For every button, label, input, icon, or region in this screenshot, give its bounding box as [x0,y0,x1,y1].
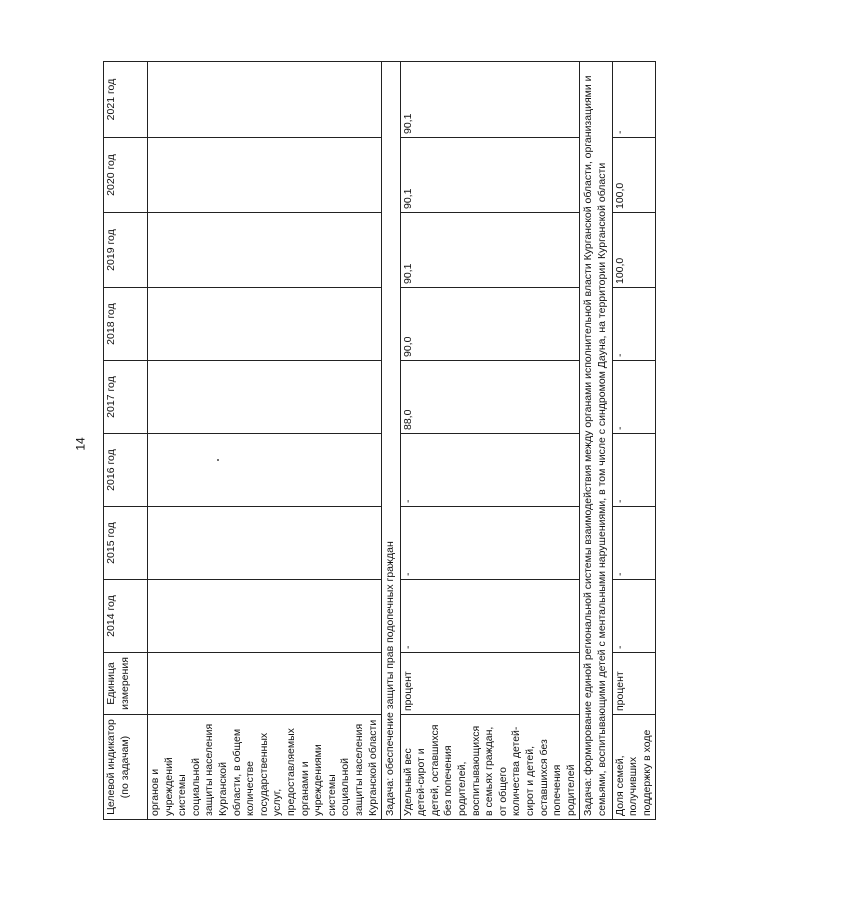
value-cell: 90,1 [400,62,580,138]
unit-cell [148,653,382,715]
col-header-2017: 2017 год [104,361,148,434]
table-row [612,62,656,820]
value-cell: 100,0 [612,213,656,288]
scan-speck [217,459,219,461]
col-header-2018: 2018 год [104,288,148,361]
header-row [104,62,148,820]
col-header-2020: 2020 год [104,138,148,213]
table-row [400,62,580,820]
value-cell [148,580,382,653]
table-row [148,62,382,820]
value-cell [148,213,382,288]
task-heading: Задача: формирование единой региональной системы взаимодействия между органами исполнительной власти Курганской области, организациями и семьями, воспитывающими детей с ментальными нарушениями, в том числе с синдромом Дауна, на территории Курганской области [580,62,612,820]
col-header-2019: 2019 год [104,213,148,288]
value-cell: - [400,434,580,507]
value-cell: - [612,580,656,653]
indicator-cell: Доля семей, получивших поддержку в ходе [612,715,656,820]
value-cell: - [612,288,656,361]
value-cell: - [612,361,656,434]
value-cell: - [612,434,656,507]
page-number: 14 [73,437,88,451]
unit-cell: процент [400,653,580,715]
indicator-cell: органов и учреждений системы социальной защиты населения Курганской области, в общем количестве государственных услуг, предоставляемых органами и учреждениями системы социальной защиты населения Курганской области [148,715,382,820]
task-row [382,62,401,820]
value-cell: - [400,507,580,580]
value-cell: 100,0 [612,138,656,213]
col-header-2015: 2015 год [104,507,148,580]
value-cell: 90,1 [400,213,580,288]
col-header-2021: 2021 год [104,62,148,138]
value-cell [148,288,382,361]
indicator-table [103,61,656,820]
task-row [580,62,612,820]
col-header-2016: 2016 год [104,434,148,507]
col-header-2014: 2014 год [104,580,148,653]
value-cell: - [612,507,656,580]
task-heading: Задача: обеспечение защиты прав подопечных граждан [382,62,401,820]
value-cell [148,434,382,507]
value-cell: - [612,62,656,138]
unit-cell: процент [612,653,656,715]
value-cell: - [400,580,580,653]
value-cell: 88,0 [400,361,580,434]
col-header-unit: Единица измерения [104,653,148,715]
value-cell [148,62,382,138]
value-cell: 90,0 [400,288,580,361]
value-cell [148,507,382,580]
indicator-cell: Удельный вес детей-сирот и детей, оставшихся без попечения родителей, воспитывающихся в семьях граждан, от общего количества детей-сирот и детей, оставшихся без попечения родителей [400,715,580,820]
indicator-table-sheet [103,62,653,820]
value-cell: 90,1 [400,138,580,213]
value-cell [148,361,382,434]
col-header-indicator: Целевой индикатор (по задачам) [104,715,148,820]
value-cell [148,138,382,213]
